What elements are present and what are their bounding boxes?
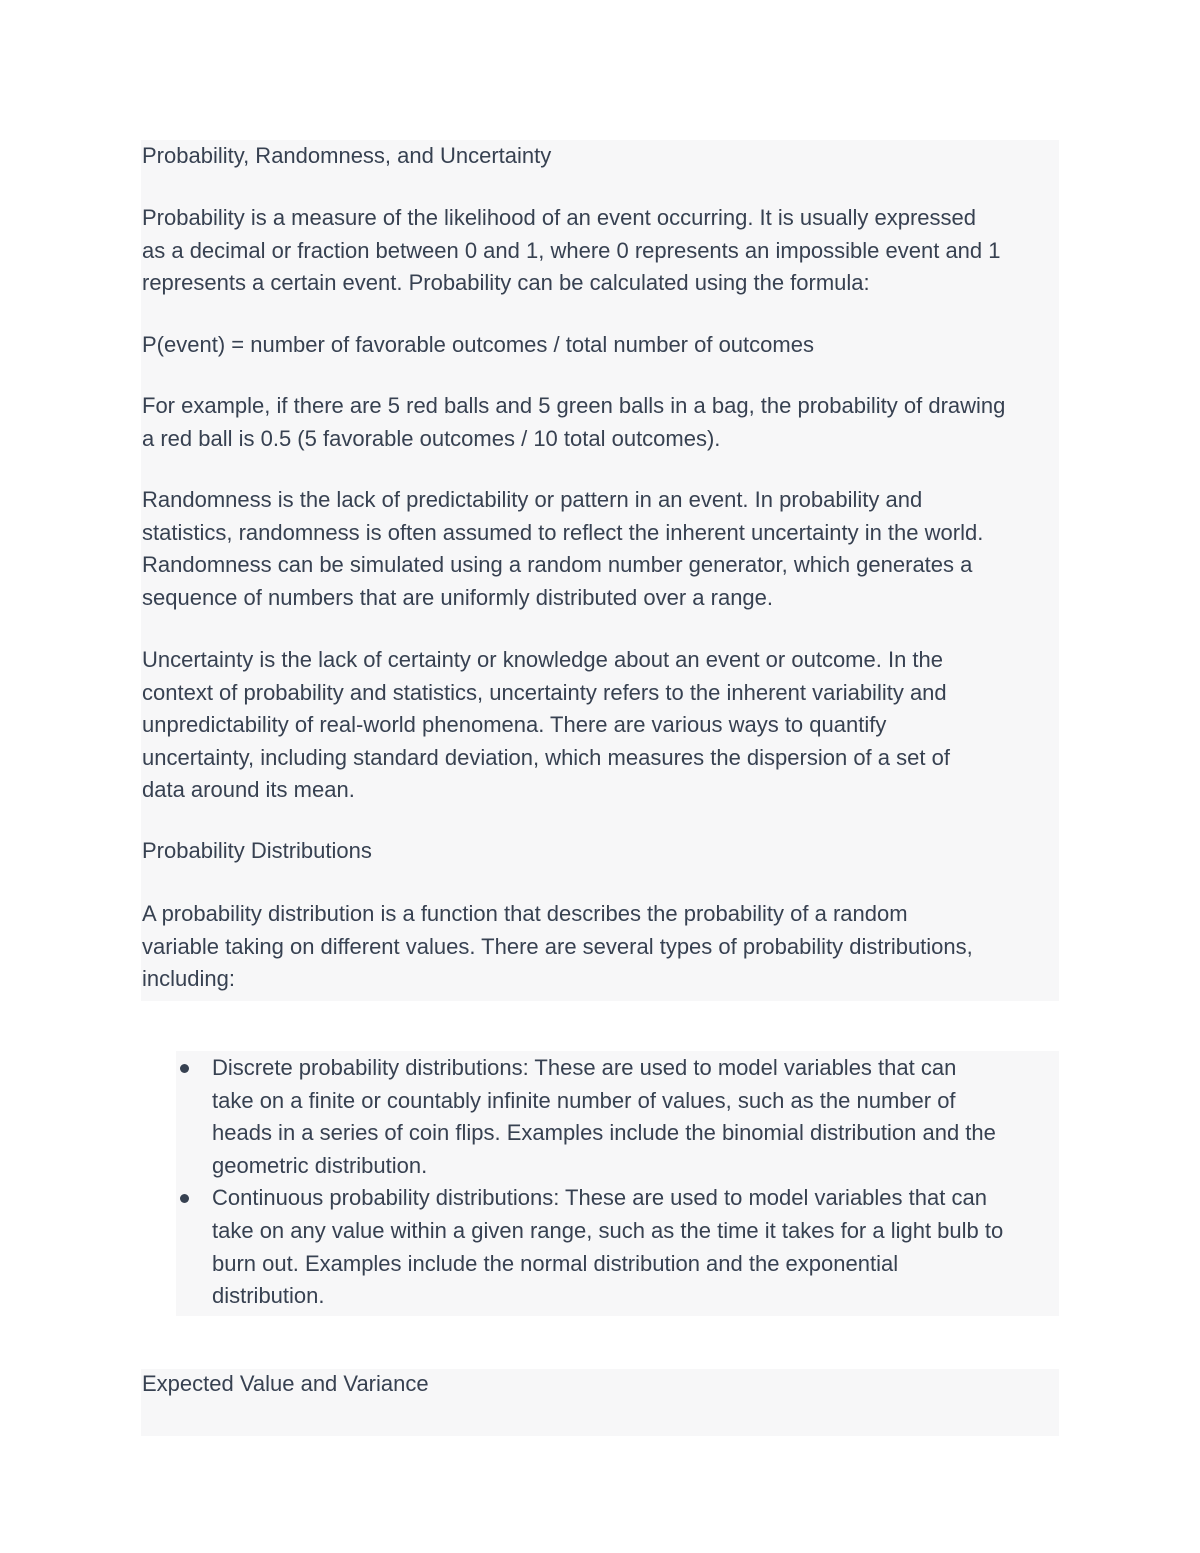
list-item-line: burn out. Examples include the normal distribution and the exponential: [212, 1250, 899, 1276]
paragraph-line: variable taking on different values. There are several types of probability distributions,: [142, 933, 973, 959]
probability-formula: P(event) = number of favorable outcomes / total number of outcomes: [142, 332, 814, 357]
paragraph-line: A probability distribution is a function that describes the probability of a random: [142, 901, 908, 926]
paragraph-randomness: [142, 484, 1060, 614]
paragraph-line: Randomness can be simulated using a random number generator, which generates a: [142, 552, 973, 578]
paragraph-line: represents a certain event. Probability can be calculated using the formula:: [142, 270, 870, 296]
bullet-icon: [180, 1064, 189, 1073]
paragraph-distribution: [142, 898, 1060, 996]
list-item-line: Discrete probability distributions: These are used to model variables that can: [212, 1055, 957, 1080]
paragraph-line: statistics, randomness is often assumed to reflect the inherent uncertainty in the world.: [142, 519, 984, 545]
section-heading-distributions: Probability Distributions: [142, 838, 372, 863]
paragraph-line: sequence of numbers that are uniformly distributed over a range.: [142, 584, 774, 610]
paragraph-example: [142, 390, 1060, 455]
paragraph-uncertainty: [142, 644, 1060, 807]
list-item: [176, 1052, 1059, 1182]
list-item-line: geometric distribution.: [212, 1152, 428, 1178]
paragraph-line: Uncertainty is the lack of certainty or knowledge about an event or outcome. In the: [142, 647, 944, 672]
paragraph-line: including:: [142, 966, 235, 992]
paragraph-line: For example, if there are 5 red balls and 5 green balls in a bag, the probability of drawing: [142, 393, 1006, 418]
list-item-line: Continuous probability distributions: These are used to model variables that can: [212, 1185, 987, 1211]
list-item-line: distribution.: [212, 1283, 325, 1309]
list-item-line: take on a finite or countably infinite number of values, such as the number of: [212, 1087, 956, 1113]
paragraph-probability: [142, 202, 1060, 300]
list-item: [176, 1182, 1059, 1312]
paragraph-line: context of probability and statistics, uncertainty refers to the inherent variability and: [142, 679, 947, 705]
paragraph-line: a red ball is 0.5 (5 favorable outcomes / 10 total outcomes).: [142, 425, 721, 451]
paragraph-line: uncertainty, including standard deviation, which measures the dispersion of a set of: [142, 744, 950, 770]
paragraph-line: Randomness is the lack of predictability or pattern in an event. In probability and: [142, 487, 923, 512]
paragraph-line: unpredictability of real-world phenomena. There are various ways to quantify: [142, 712, 887, 738]
paragraph-line: Probability is a measure of the likelihood of an event occurring. It is usually expressed: [142, 205, 976, 230]
paragraph-line: as a decimal or fraction between 0 and 1, where 0 represents an impossible event and 1: [142, 237, 1001, 263]
distribution-types-list: [176, 1052, 1059, 1313]
bullet-icon: [180, 1194, 189, 1203]
section-heading-expected-value: Expected Value and Variance: [142, 1371, 429, 1396]
document-title: Probability, Randomness, and Uncertainty: [142, 143, 552, 168]
paragraph-line: data around its mean.: [142, 777, 355, 803]
list-item-line: heads in a series of coin flips. Examples include the binomial distribution and the: [212, 1120, 996, 1146]
list-item-line: take on any value within a given range, such as the time it takes for a light bulb to: [212, 1217, 1004, 1243]
